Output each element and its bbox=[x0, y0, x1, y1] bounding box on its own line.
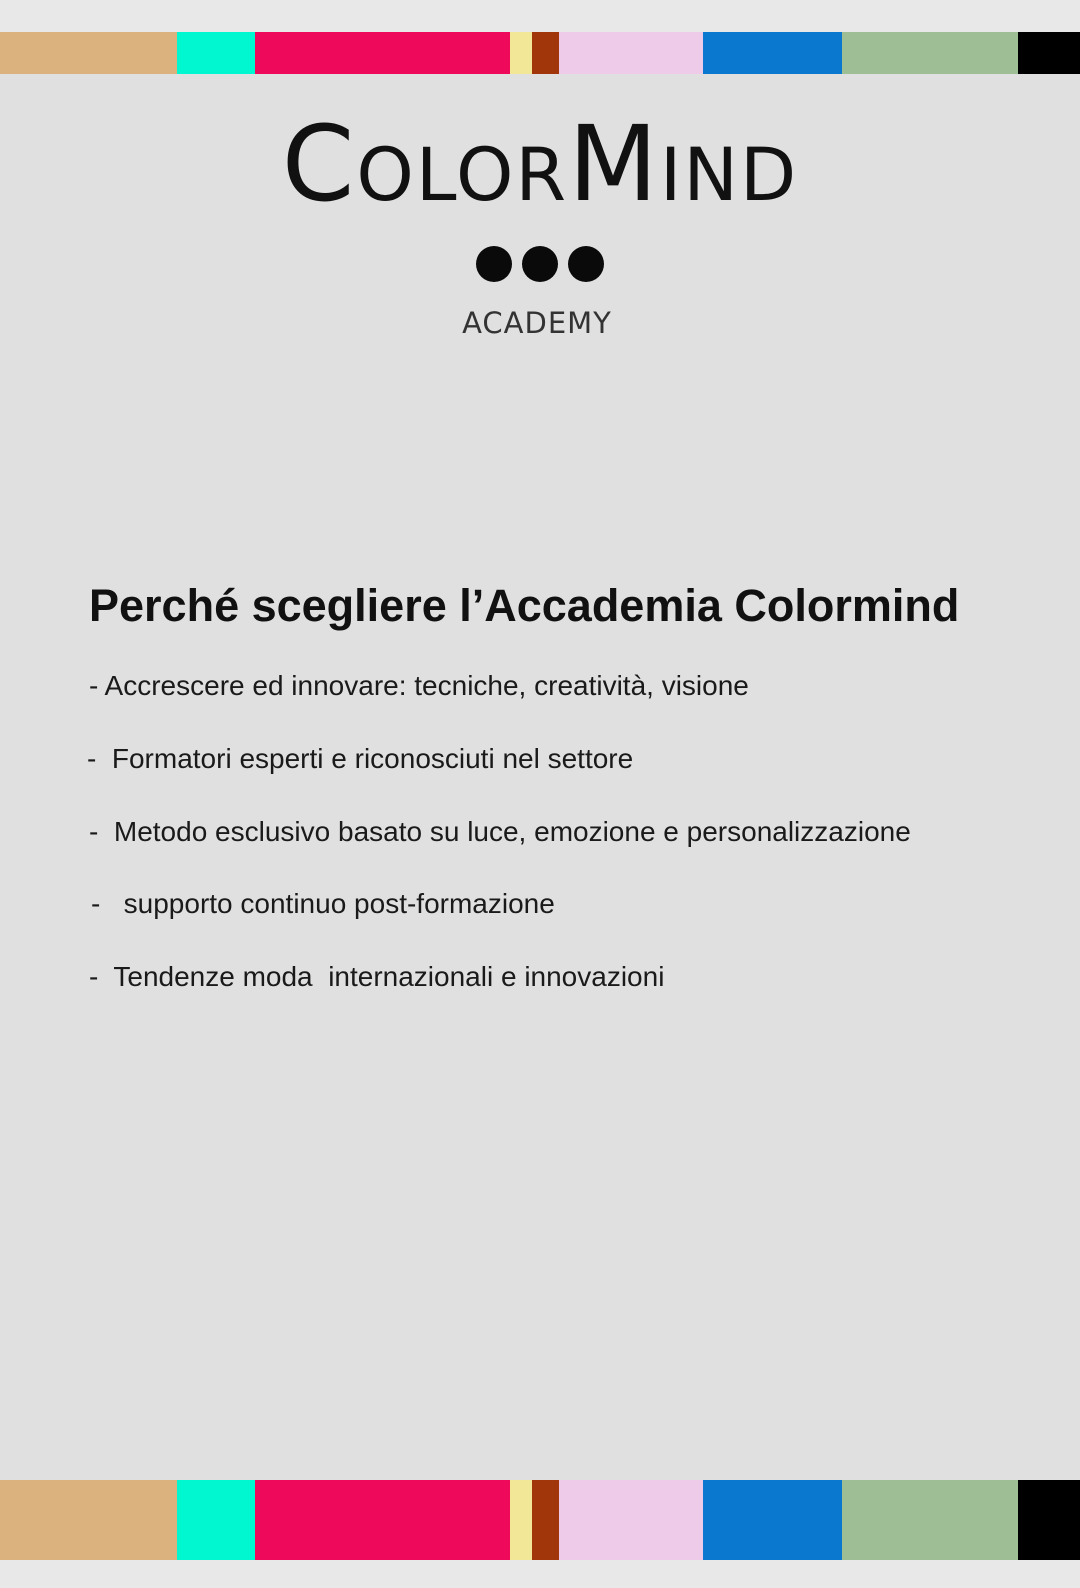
stripe-segment-sage bbox=[842, 1480, 1018, 1560]
stripe-segment-black bbox=[1018, 32, 1080, 74]
stripe-segment-aqua bbox=[177, 1480, 255, 1560]
stripe-segment-yellow bbox=[510, 1480, 532, 1560]
bottom-margin bbox=[0, 1560, 1080, 1588]
top-margin bbox=[0, 0, 1080, 32]
logo-wordmark: ColorMind bbox=[281, 103, 799, 225]
stripe-segment-blue bbox=[703, 32, 842, 74]
logo-dots bbox=[0, 246, 1080, 286]
colormind-logo bbox=[0, 103, 1080, 225]
logo-dot-2 bbox=[522, 246, 558, 282]
stripe-segment-magenta bbox=[255, 1480, 510, 1560]
bottom-color-stripe bbox=[0, 1480, 1080, 1560]
stripe-segment-aqua bbox=[177, 32, 255, 74]
list-item-2: - Formatori esperti e riconosciuti nel settore bbox=[87, 743, 634, 774]
list-item-4: - supporto continuo post-formazione bbox=[91, 888, 555, 919]
list-item-5: - Tendenze moda internazionali e innovazioni bbox=[89, 961, 665, 992]
stripe-segment-tan bbox=[0, 1480, 177, 1560]
logo-subtitle: ACADEMY bbox=[462, 306, 612, 340]
top-color-stripe bbox=[0, 32, 1080, 74]
stripe-segment-yellow bbox=[510, 32, 532, 74]
list-item-1: - Accrescere ed innovare: tecniche, creatività, visione bbox=[89, 670, 749, 701]
list-item-3: - Metodo esclusivo basato su luce, emozione e personalizzazione bbox=[89, 816, 911, 847]
stripe-segment-pink bbox=[559, 32, 703, 74]
logo-dot-3 bbox=[568, 246, 604, 282]
stripe-segment-sage bbox=[842, 32, 1018, 74]
stripe-segment-pink bbox=[559, 1480, 703, 1560]
stripe-segment-rust bbox=[532, 32, 559, 74]
logo-dot-1 bbox=[476, 246, 512, 282]
stripe-segment-blue bbox=[703, 1480, 842, 1560]
stripe-segment-magenta bbox=[255, 32, 510, 74]
stripe-segment-rust bbox=[532, 1480, 559, 1560]
stripe-segment-black bbox=[1018, 1480, 1080, 1560]
stripe-segment-tan bbox=[0, 32, 177, 74]
section-heading: Perché scegliere l’Accademia Colormind bbox=[89, 580, 960, 631]
